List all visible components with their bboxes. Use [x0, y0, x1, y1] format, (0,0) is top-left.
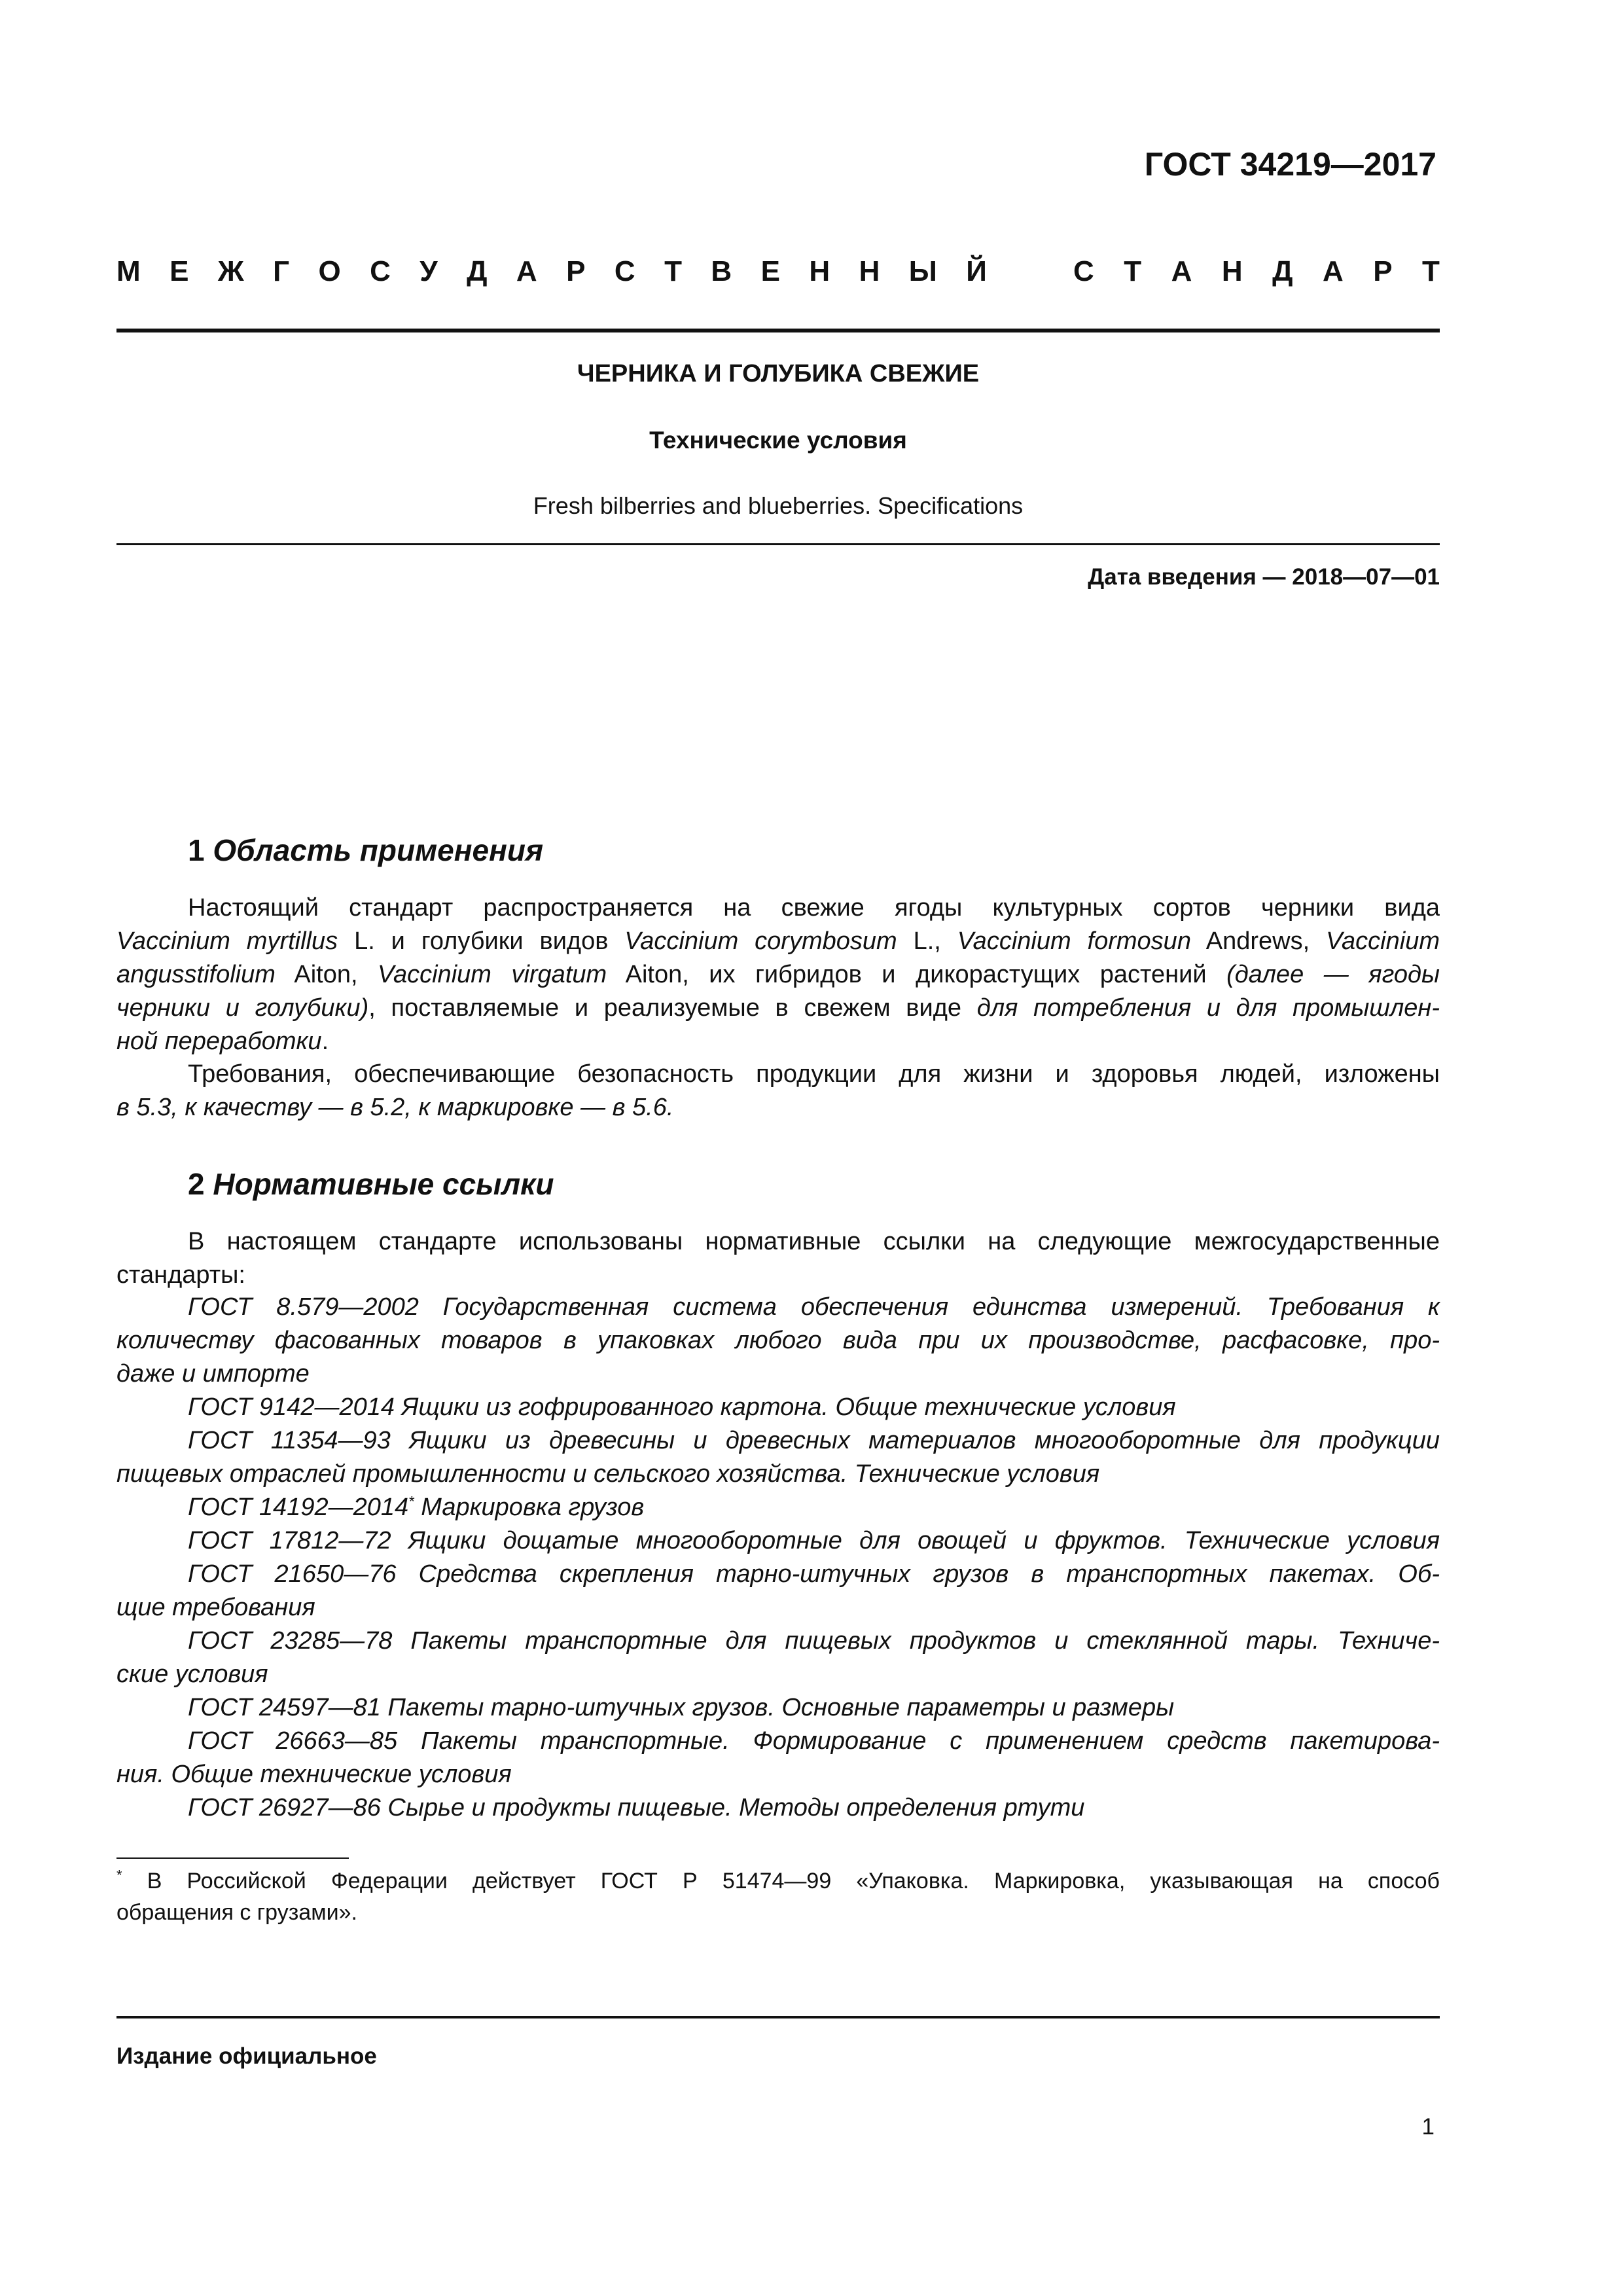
banner-letter: С — [370, 255, 391, 287]
banner-letter: Ы — [908, 255, 937, 287]
banner-letter: С — [614, 255, 635, 287]
banner-letter: У — [419, 255, 438, 287]
italic-segment: для потребления и для промышлен- — [976, 994, 1440, 1022]
text-segment: . — [321, 1028, 329, 1055]
page-number: 1 — [1421, 2114, 1435, 2140]
reference-line — [116, 1758, 1440, 1791]
italic-segment: Vaccinium virgatum — [378, 961, 607, 988]
italic-segment: (далее — ягоды — [1226, 961, 1440, 988]
reference-line — [116, 1691, 1440, 1725]
reference-line — [116, 1391, 1440, 1424]
banner-letter: Ж — [217, 255, 244, 287]
scope-paragraph-2 — [116, 1058, 1440, 1124]
section-title: Нормативные ссылки — [213, 1167, 554, 1201]
banner-letter: Т — [1422, 255, 1440, 287]
banner-letter: Е — [169, 255, 189, 287]
reference-line — [116, 1458, 1440, 1491]
italic-segment: Vaccinium — [1326, 927, 1440, 955]
reference-text: ГОСТ 21650—76 Средства скрепления тарно-штучных грузов в транспортных пакетах. Об- — [188, 1560, 1440, 1588]
reference-text: ГОСТ 26927—86 Сырье и продукты пищевые. Методы определения ртути — [188, 1794, 1085, 1821]
reference-text: ГОСТ 23285—78 Пакеты транспортные для пищевых продуктов и стеклянной тары. Техниче- — [188, 1627, 1440, 1655]
english-title: Fresh bilberries and blueberries. Specifications — [533, 492, 1024, 519]
document-title: ЧЕРНИКА И ГОЛУБИКА СВЕЖИЕ — [577, 360, 980, 387]
banner-letter: А — [516, 255, 537, 287]
standard-type-banner — [116, 255, 1440, 288]
reference-text: пищевых отраслей промышленности и сельского хозяйства. Технические условия — [116, 1460, 1100, 1488]
banner-letter: О — [318, 255, 341, 287]
reference-text: ГОСТ 14192—2014 — [188, 1494, 409, 1521]
italic-segment: в 5.3, к качеству — в 5.2, к маркировке — в 5.6. — [116, 1094, 674, 1121]
banner-letter: Д — [467, 255, 488, 287]
reference-line — [116, 1524, 1440, 1558]
footer-divider — [116, 2016, 1440, 2018]
text-line — [116, 891, 1440, 925]
section-1-heading — [188, 833, 543, 868]
reference-text: ГОСТ 8.579—2002 Государственная система обеспечения единства измерений. Требования к — [188, 1293, 1440, 1321]
reference-text: ГОСТ 9142—2014 Ящики из гофрированного картона. Общие технические условия — [188, 1393, 1176, 1421]
banner-letter: С — [1073, 255, 1094, 287]
footnote-marker: * — [116, 1867, 122, 1884]
section-title: Область применения — [213, 833, 544, 867]
reference-text: Маркировка грузов — [414, 1494, 645, 1521]
banner-word-interstate — [116, 255, 987, 288]
reference-text: количеству фасованных товаров в упаковках любого вида при их производстве, расфасовке, про- — [116, 1327, 1440, 1354]
banner-letter: Г — [273, 255, 290, 287]
reference-line — [116, 1324, 1440, 1357]
text-line — [116, 958, 1440, 992]
italic-segment: Vaccinium corymbosum — [624, 927, 897, 955]
banner-letter: Н — [809, 255, 830, 287]
banner-letter: Т — [664, 255, 682, 287]
banner-letter: Р — [566, 255, 586, 287]
text-segment: L., — [897, 927, 957, 955]
banner-letter: Т — [1124, 255, 1142, 287]
reference-text: ния. Общие технические условия — [116, 1761, 512, 1788]
section-number: 1 — [188, 833, 205, 867]
references-intro — [116, 1225, 1440, 1292]
scope-paragraph-1 — [116, 891, 1440, 1058]
reference-line — [116, 1624, 1440, 1658]
title-divider — [116, 543, 1440, 545]
footnote-line — [116, 1865, 1440, 1897]
banner-letter: Н — [859, 255, 880, 287]
document-subtitle: Технические условия — [649, 427, 907, 454]
italic-segment: ной переработки — [116, 1028, 322, 1055]
reference-line — [116, 1558, 1440, 1591]
reference-text: ГОСТ 11354—93 Ящики из древесины и древесных материалов многооборотные для продукции — [188, 1427, 1440, 1454]
reference-line — [116, 1491, 1440, 1524]
italic-segment: Vaccinium formosun — [957, 927, 1191, 955]
edition-label: Издание официальное — [116, 2043, 377, 2069]
text-segment: , поставляемые и реализуемые в свежем виде — [368, 994, 977, 1022]
banner-letter: В — [711, 255, 732, 287]
italic-segment: angusstifolium — [116, 961, 276, 988]
banner-letter: Й — [966, 255, 987, 287]
reference-line — [116, 1725, 1440, 1758]
reference-text: ГОСТ 24597—81 Пакеты тарно-штучных грузов. Основные параметры и размеры — [188, 1694, 1175, 1721]
text-line — [116, 1091, 1440, 1124]
footnote-divider — [116, 1857, 349, 1859]
references-list — [116, 1291, 1440, 1825]
reference-line — [116, 1357, 1440, 1391]
reference-line — [116, 1424, 1440, 1458]
banner-letter: Р — [1373, 255, 1393, 287]
text-segment: Aiton, — [275, 961, 378, 988]
text-line: стандарты: — [116, 1261, 245, 1289]
text-segment: L. и голубики видов — [338, 927, 625, 955]
reference-text: щие требования — [116, 1594, 315, 1621]
footnote-line: обращения с грузами». — [116, 1900, 357, 1925]
reference-line — [116, 1791, 1440, 1825]
banner-letter: Н — [1221, 255, 1243, 287]
reference-line — [116, 1291, 1440, 1324]
reference-text: даже и импорте — [116, 1360, 310, 1388]
text-line — [116, 1025, 1440, 1058]
footnote-text: В Российской Федерации действует ГОСТ Р 51474—99 «Упаковка. Маркировка, указывающая на способ — [122, 1869, 1440, 1893]
header-divider — [116, 329, 1440, 332]
footnote — [116, 1865, 1440, 1928]
footnote-marker: * — [408, 1493, 414, 1510]
document-code: ГОСТ 34219—2017 — [1144, 146, 1436, 183]
reference-text: ские условия — [116, 1660, 268, 1688]
banner-letter: Е — [760, 255, 780, 287]
italic-segment: черники и голубики) — [116, 994, 369, 1022]
banner-letter: А — [1171, 255, 1192, 287]
banner-word-standard — [1073, 255, 1440, 288]
text-segment: Требования, обеспечивающие безопасность продукции для жизни и здоровья людей, изложены — [188, 1060, 1440, 1088]
reference-line — [116, 1658, 1440, 1691]
banner-letter: А — [1322, 255, 1344, 287]
reference-text: ГОСТ 17812—72 Ящики дощатые многооборотные для овощей и фруктов. Технические условия — [188, 1527, 1440, 1554]
text-line: В настоящем стандарте использованы нормативные ссылки на следующие межгосударственные — [188, 1228, 1440, 1255]
italic-segment: Vaccinium myrtillus — [116, 927, 338, 955]
introduction-date: Дата введения — 2018—07—01 — [1088, 564, 1440, 590]
text-line — [116, 925, 1440, 958]
text-segment: Andrews, — [1190, 927, 1327, 955]
text-line — [116, 992, 1440, 1025]
banner-letter: М — [116, 255, 141, 287]
text-segment: Настоящий стандарт распространяется на свежие ягоды культурных сортов черники вида — [188, 894, 1440, 922]
text-line — [116, 1058, 1440, 1091]
text-segment: Aiton, их гибридов и дикорастущих растений — [607, 961, 1227, 988]
section-2-heading — [188, 1166, 554, 1202]
reference-text: ГОСТ 26663—85 Пакеты транспортные. Формирование с применением средств пакетирова- — [188, 1727, 1440, 1755]
reference-line — [116, 1591, 1440, 1624]
banner-letter: Д — [1272, 255, 1293, 287]
section-number: 2 — [188, 1167, 205, 1201]
